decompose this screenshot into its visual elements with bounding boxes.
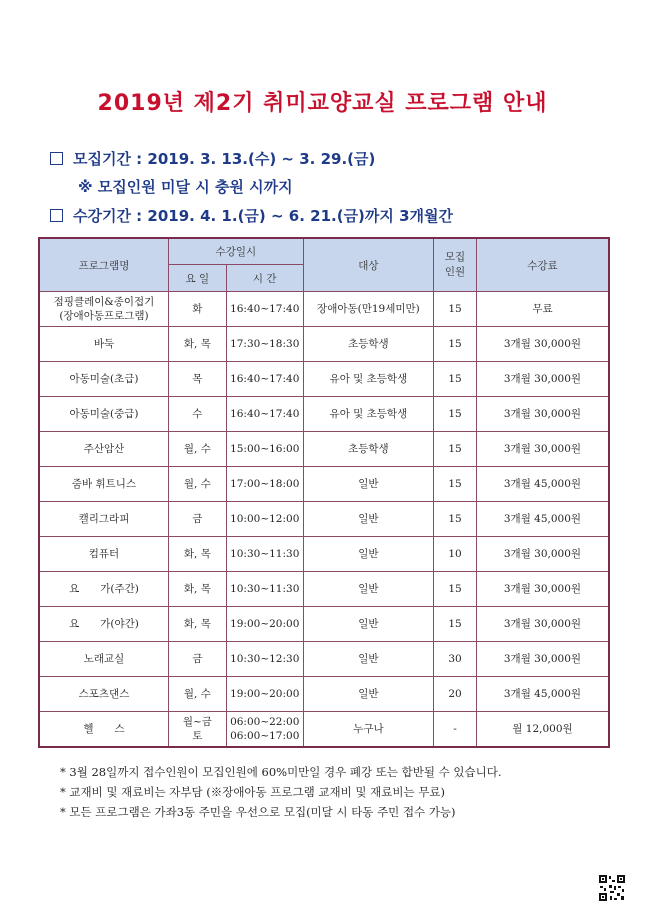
day-cell: 월, 수 [168,677,226,712]
time-cell: 15:00~16:00 [226,432,303,467]
target-cell: 초등학생 [303,432,433,467]
program-cell: 스포츠댄스 [39,677,168,712]
note-item: * 3월 28일까지 접수인원이 모집인원에 60%미만일 경우 폐강 또는 합반될 수 있습니다. [60,765,502,779]
capacity-cell: 15 [434,607,477,642]
day-cell: 수 [168,397,226,432]
recruit-period [50,148,375,169]
capacity-cell: 30 [434,642,477,677]
table-row [39,502,609,537]
table-row [39,362,609,397]
day-cell: 월, 수 [168,432,226,467]
day-cell: 월, 수 [168,467,226,502]
fee-cell: 3개월 45,000원 [476,502,609,537]
table-row [39,432,609,467]
capacity-cell: 10 [434,537,477,572]
target-cell: 일반 [303,537,433,572]
note-item: * 교재비 및 재료비는 자부담 (※장애아동 프로그램 교재비 및 재료비는 무료) [60,785,445,799]
program-cell: 캘리그라피 [39,502,168,537]
program-cell: 요 가(야간) [39,607,168,642]
qr-code-icon [598,874,626,902]
target-cell: 일반 [303,642,433,677]
table-row [39,467,609,502]
target-cell: 일반 [303,572,433,607]
checkbox-square-icon [50,209,63,222]
header-fee: 수강료 [476,238,609,292]
day-cell: 화 [168,292,226,327]
target-cell: 일반 [303,467,433,502]
time-cell: 17:30~18:30 [226,327,303,362]
day-cell: 화, 목 [168,537,226,572]
day-cell: 화, 목 [168,572,226,607]
capacity-cell: 15 [434,572,477,607]
target-cell: 장애아동(만19세미만) [303,292,433,327]
capacity-cell: 15 [434,327,477,362]
program-cell: 요 가(주간) [39,572,168,607]
fee-cell: 3개월 30,000원 [476,397,609,432]
program-cell: 주산암산 [39,432,168,467]
table-row [39,572,609,607]
table-row [39,397,609,432]
day-cell: 목 [168,362,226,397]
page-title: 2019년 제2기 취미교양교실 프로그램 안내 [97,91,548,116]
header-program: 프로그램명 [39,238,168,292]
day-cell: 월~금 토 [168,712,226,748]
time-cell: 16:40~17:40 [226,292,303,327]
time-cell: 06:00~22:00 06:00~17:00 [226,712,303,748]
fee-cell: 3개월 30,000원 [476,572,609,607]
header-day: 요 일 [168,265,226,292]
day-cell: 금 [168,502,226,537]
program-cell: 컴퓨터 [39,537,168,572]
capacity-cell: 15 [434,397,477,432]
time-cell: 16:40~17:40 [226,397,303,432]
capacity-cell: 20 [434,677,477,712]
time-cell: 19:00~20:00 [226,677,303,712]
capacity-cell: 15 [434,432,477,467]
capacity-cell: 15 [434,502,477,537]
fee-cell: 3개월 45,000원 [476,677,609,712]
program-table [38,237,610,748]
header-target: 대상 [303,238,433,292]
time-cell: 10:30~12:30 [226,642,303,677]
fee-cell: 3개월 30,000원 [476,362,609,397]
program-cell: 헬 스 [39,712,168,748]
capacity-cell: 15 [434,467,477,502]
time-cell: 16:40~17:40 [226,362,303,397]
day-cell: 화, 목 [168,327,226,362]
header-schedule: 수강일시 [168,238,303,265]
program-cell: 아동미술(중급) [39,397,168,432]
time-cell: 10:30~11:30 [226,537,303,572]
program-cell: 노래교실 [39,642,168,677]
recruit-period-text: 모집기간 : 2019. 3. 13.(수) ~ 3. 29.(금) [73,150,376,168]
capacity-cell: - [434,712,477,748]
recruit-note: ※ 모집인원 미달 시 충원 시까지 [78,178,293,196]
table-row [39,292,609,327]
capacity-cell: 15 [434,362,477,397]
table-row [39,712,609,748]
program-cell: 점핑클레이&종이접기 (장애아동프로그램) [39,292,168,327]
time-cell: 17:00~18:00 [226,467,303,502]
target-cell: 유아 및 초등학생 [303,397,433,432]
target-cell: 일반 [303,677,433,712]
time-cell: 19:00~20:00 [226,607,303,642]
time-cell: 10:30~11:30 [226,572,303,607]
fee-cell: 3개월 30,000원 [476,642,609,677]
program-cell: 줌바 휘트니스 [39,467,168,502]
fee-cell: 무료 [476,292,609,327]
table-row [39,642,609,677]
header-time: 시 간 [226,265,303,292]
fee-cell: 3개월 30,000원 [476,327,609,362]
target-cell: 초등학생 [303,327,433,362]
time-cell: 10:00~12:00 [226,502,303,537]
table-row [39,677,609,712]
program-cell: 아동미술(초급) [39,362,168,397]
fee-cell: 3개월 30,000원 [476,432,609,467]
notes [60,762,502,822]
target-cell: 유아 및 초등학생 [303,362,433,397]
course-period-text: 수강기간 : 2019. 4. 1.(금) ~ 6. 21.(금)까지 3개월간 [73,207,454,225]
fee-cell: 월 12,000원 [476,712,609,748]
table-row [39,327,609,362]
target-cell: 일반 [303,607,433,642]
target-cell: 누구나 [303,712,433,748]
note-item: * 모든 프로그램은 가좌3동 주민을 우선으로 모집(미달 시 타동 주민 접수 가능) [60,805,456,819]
fee-cell: 3개월 30,000원 [476,607,609,642]
checkbox-square-icon [50,152,63,165]
header-capacity: 모집 인원 [434,238,477,292]
course-period [50,205,453,226]
day-cell: 화, 목 [168,607,226,642]
fee-cell: 3개월 30,000원 [476,537,609,572]
day-cell: 금 [168,642,226,677]
fee-cell: 3개월 45,000원 [476,467,609,502]
target-cell: 일반 [303,502,433,537]
program-cell: 바둑 [39,327,168,362]
table-row [39,537,609,572]
table-row [39,607,609,642]
capacity-cell: 15 [434,292,477,327]
